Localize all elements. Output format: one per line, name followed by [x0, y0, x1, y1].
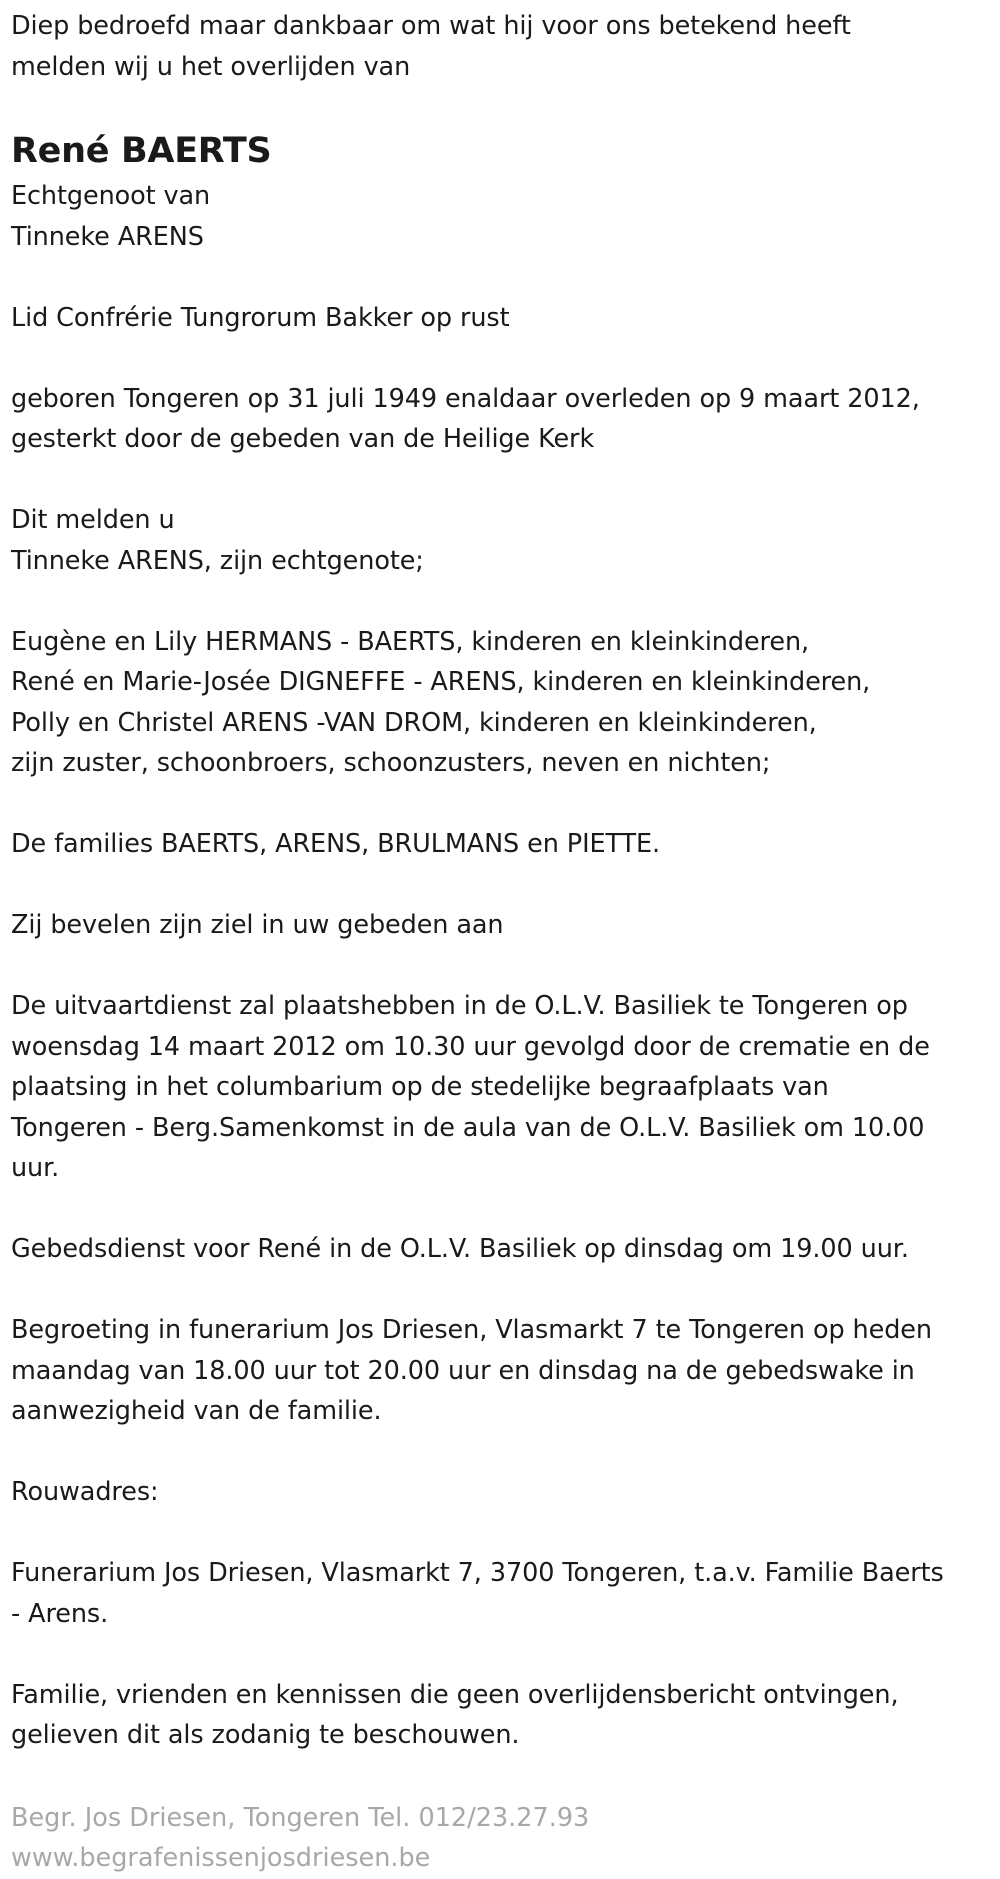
footer-website[interactable]: www.begrafenissenjosdriesen.be — [11, 1843, 431, 1873]
funeral-line-4: Tongeren - Berg.Samenkomst in de aula van de O.L.V. Basiliek om 10.00 — [11, 1112, 925, 1143]
spacer — [11, 865, 1000, 906]
funeral-line-5: uur. — [11, 1153, 60, 1183]
spacer — [11, 1270, 1000, 1311]
spacer — [11, 581, 1000, 622]
announcers-line-1: Dit melden u — [11, 505, 175, 535]
birth-death-line-1: geboren Tongeren op 31 juli 1949 enaldaar overleden op 9 maart 2012, — [11, 383, 920, 414]
deceased-name: René BAERTS — [11, 131, 272, 171]
spacer — [11, 946, 1000, 987]
funeral-line-2: woensdag 14 maart 2012 om 10.30 uur gevolgd door de crematie en de — [11, 1031, 930, 1062]
mourning-address-line-2: - Arens. — [11, 1598, 109, 1629]
visitation-line-1: Begroeting in funerarium Jos Driesen, Vlasmarkt 7 te Tongeren op heden — [11, 1315, 932, 1345]
birth-death-line-2: gesterkt door de gebeden van de Heilige Kerk — [11, 424, 595, 454]
spacer — [11, 1634, 1000, 1675]
spacer — [11, 460, 1000, 501]
families: De families BAERTS, ARENS, BRULMANS en PIETTE. — [11, 829, 661, 859]
intro-line-1: Diep bedroefd maar dankbaar om wat hij voor ons betekend heeft — [11, 11, 851, 41]
family-line-2: René en Marie-Josée DIGNEFFE - ARENS, kinderen en kleinkinderen, — [11, 667, 871, 697]
family-line-3: Polly en Christel ARENS -VAN DROM, kinderen en kleinkinderen, — [11, 707, 817, 738]
mourning-address-line-1: Funerarium Jos Driesen, Vlasmarkt 7, 3700 Tongeren, t.a.v. Familie Baerts — [11, 1558, 944, 1588]
visitation-line-3: aanwezigheid van de familie. — [11, 1396, 382, 1426]
spacer — [11, 338, 1000, 379]
spacer — [11, 1513, 1000, 1554]
funeral-line-1: De uitvaartdienst zal plaatshebben in de O.L.V. Basiliek te Tongeren op — [11, 991, 908, 1021]
intro-line-2: melden wij u het overlijden van — [11, 51, 411, 82]
spouse-line-2: Tinneke ARENS — [11, 221, 204, 252]
funeral-line-3: plaatsing in het columbarium op de stedelijke begraafplaats van — [11, 1072, 829, 1102]
visitation-line-2: maandag van 18.00 uur tot 20.00 uur en dinsdag na de gebedswake in — [11, 1355, 915, 1386]
spacer — [11, 1432, 1000, 1473]
spacer — [11, 784, 1000, 825]
closing-line-2: gelieven dit als zodanig te beschouwen. — [11, 1720, 520, 1750]
spacer — [11, 1189, 1000, 1230]
spouse-line-1: Echtgenoot van — [11, 181, 211, 211]
spacer — [11, 1756, 1000, 1798]
family-line-1: Eugène en Lily HERMANS - BAERTS, kinderen en kleinkinderen, — [11, 626, 810, 657]
prayer-service: Gebedsdienst voor René in de O.L.V. Basiliek op dinsdag om 19.00 uur. — [11, 1234, 909, 1264]
closing-line-1: Familie, vrienden en kennissen die geen overlijdensbericht ontvingen, — [11, 1679, 899, 1710]
membership: Lid Confrérie Tungrorum Bakker op rust — [11, 302, 510, 333]
mourning-address-label: Rouwadres: — [11, 1477, 159, 1507]
prayer: Zij bevelen zijn ziel in uw gebeden aan — [11, 910, 504, 940]
family-line-4: zijn zuster, schoonbroers, schoonzusters, neven en nichten; — [11, 748, 771, 778]
announcers-line-2: Tinneke ARENS, zijn echtgenote; — [11, 545, 424, 576]
footer-funeral-home: Begr. Jos Driesen, Tongeren Tel. 012/23.27.93 — [11, 1802, 590, 1833]
spacer — [11, 257, 1000, 298]
spacer — [11, 87, 1000, 126]
